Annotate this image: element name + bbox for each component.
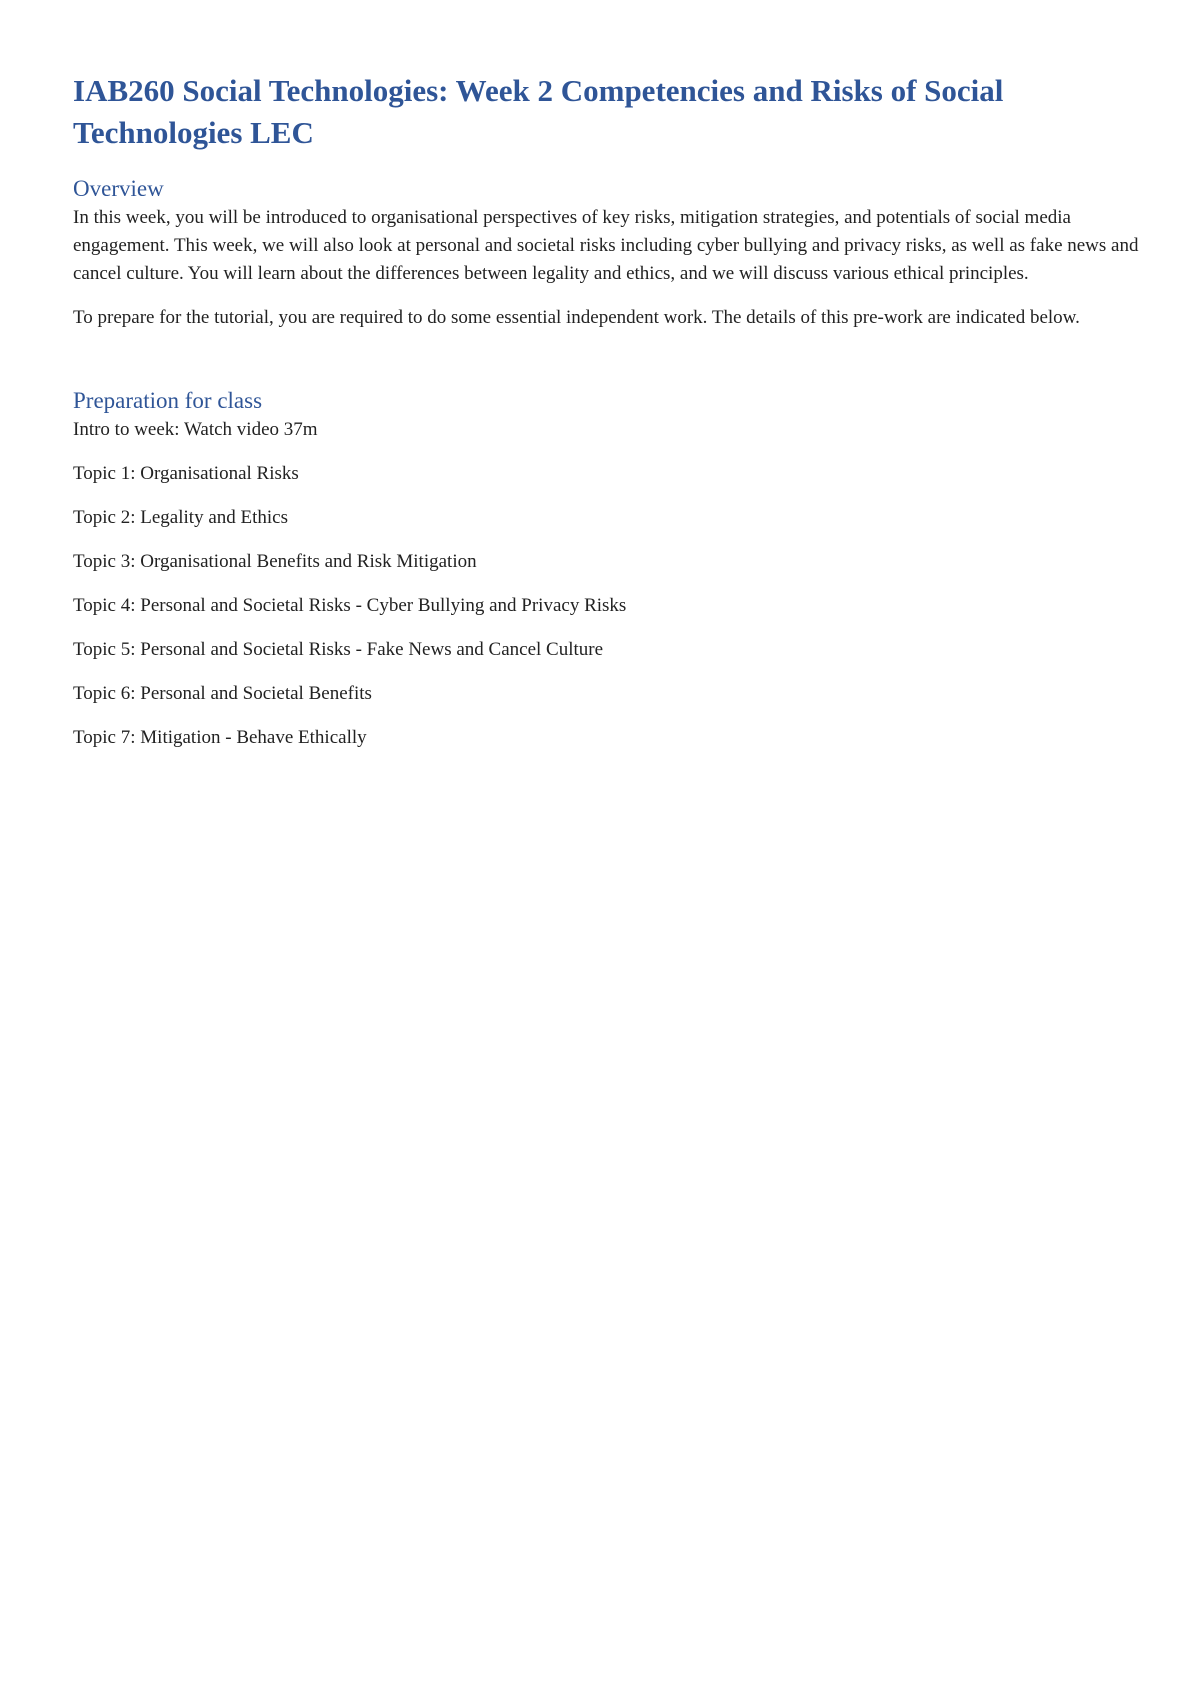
- overview-heading: Overview: [73, 176, 164, 201]
- preparation-item-topic-3: Topic 3: Organisational Benefits and Risk Mitigation: [73, 551, 477, 572]
- preparation-item-topic-1: Topic 1: Organisational Risks: [73, 463, 299, 484]
- preparation-heading: Preparation for class: [73, 388, 263, 413]
- preparation-item-topic-7: Topic 7: Mitigation - Behave Ethically: [73, 727, 367, 748]
- document-title: IAB260 Social Technologies: Week 2 Competencies and Risks of Social Technologies LEC: [73, 73, 1004, 150]
- overview-paragraph-2: To prepare for the tutorial, you are required to do some essential independent work. The details of this pre-work are indicated below.: [73, 307, 1080, 328]
- preparation-item-topic-6: Topic 6: Personal and Societal Benefits: [73, 683, 372, 704]
- preparation-item-intro: Intro to week: Watch video 37m: [73, 419, 318, 440]
- preparation-item-topic-2: Topic 2: Legality and Ethics: [73, 507, 289, 528]
- preparation-section: [73, 386, 1140, 752]
- overview-paragraph-1: In this week, you will be introduced to organisational perspectives of key risks, mitigation strategies, and potentials of social media engagement. This week, we will also look at personal and societal risks including cyber bullying and privacy risks, as well as fake news and cancel culture. You will learn about the differences between legality and ethics, and we will discuss various ethical principles.: [73, 207, 1139, 284]
- preparation-item-topic-4: Topic 4: Personal and Societal Risks - Cyber Bullying and Privacy Risks: [73, 595, 627, 616]
- preparation-list: [73, 416, 1140, 752]
- overview-section: [73, 174, 1140, 332]
- preparation-item-topic-5: Topic 5: Personal and Societal Risks - Fake News and Cancel Culture: [73, 639, 604, 660]
